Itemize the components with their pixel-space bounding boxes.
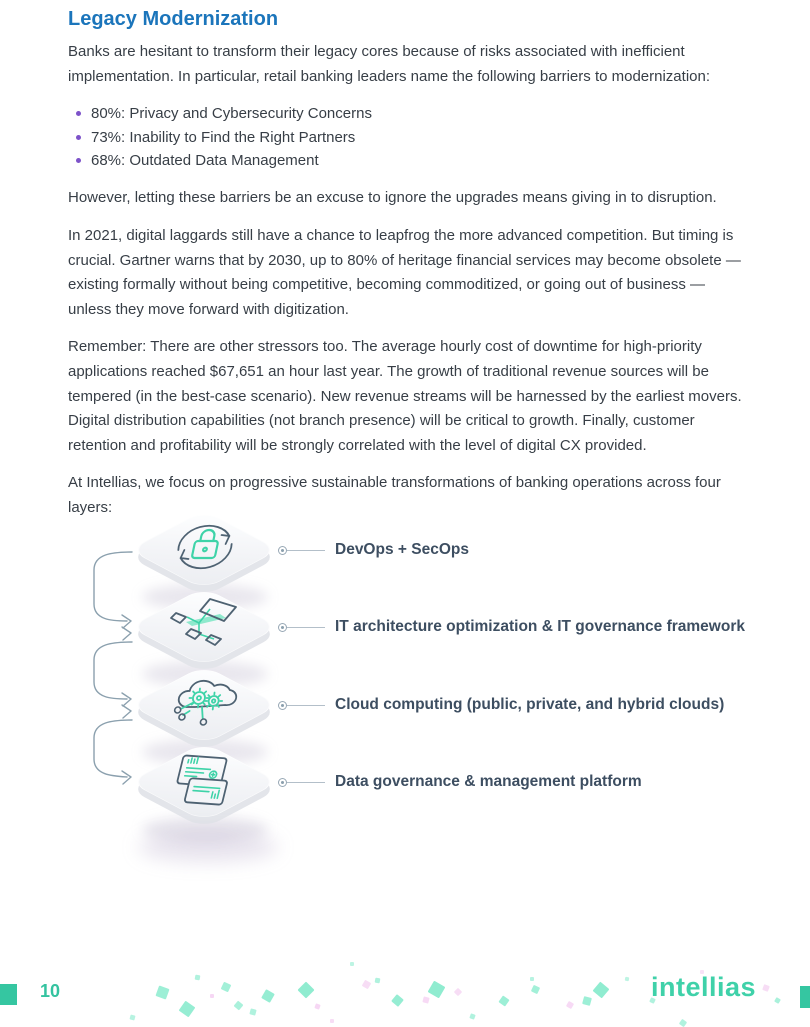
confetti-piece [261, 989, 275, 1003]
layer-callout [278, 618, 745, 636]
confetti-piece [155, 985, 169, 999]
connector-line [287, 782, 325, 783]
paragraph-intro: Banks are hesitant to transform their legacy cores because of risks associated with inefficient implementation. In particular, retail banking leaders name the following barriers to modernization: [68, 43, 711, 85]
bullet-dot [76, 135, 81, 140]
list-item [74, 102, 746, 125]
list-item [74, 126, 746, 149]
confetti-piece [582, 996, 592, 1006]
paragraph-stressors: Remember: There are other stressors too. The average hourly cost of downtime for high-priority applications reached $67,651 an hour last year. The growth of traditional revenue sources will be tempered (in the best-case scenario). New revenue streams will be harnessed by the earliest movers. Digital distribution capabilities (not branch presence) will be critical to growth. Finally, customer retention and profitability will be strongly correlated with the level of digital CX provided. [68, 338, 742, 454]
connector-line [287, 705, 325, 706]
connector-line [287, 627, 325, 628]
confetti-piece [350, 962, 354, 966]
bullet-dot [76, 158, 81, 163]
confetti-piece [249, 1008, 256, 1015]
bullet-text: 73%: Inability to Find the Right Partners [91, 128, 356, 146]
barriers-list [68, 102, 746, 172]
layer-label: IT architecture optimization & IT governance framework [335, 618, 745, 635]
confetti-piece [298, 982, 315, 999]
confetti-piece [375, 978, 381, 984]
connector-dot-icon [278, 778, 287, 787]
footer-accent-right [800, 986, 810, 1008]
stack-ground-shadow [138, 832, 278, 862]
layer-callout [278, 696, 724, 714]
confetti-piece [625, 977, 630, 982]
bullet-dot [76, 111, 81, 116]
footer-accent-left [0, 984, 17, 1005]
confetti-piece [129, 1014, 135, 1020]
confetti-piece [422, 996, 429, 1003]
confetti-piece [391, 994, 404, 1007]
page-title: Legacy Modernization [68, 8, 279, 30]
confetti-piece [234, 1001, 244, 1011]
bullet-text: 68%: Outdated Data Management [91, 152, 319, 169]
confetti-piece [362, 980, 372, 990]
confetti-piece [195, 975, 201, 981]
confetti-piece [210, 994, 214, 998]
confetti-piece [531, 985, 540, 994]
layer-callout [278, 541, 469, 559]
data-reports-icon [162, 746, 246, 810]
layer-label: Data governance & management platform [335, 773, 642, 790]
connector-line [287, 550, 325, 551]
layer-label: DevOps + SecOps [335, 541, 469, 558]
layer-callout [278, 773, 642, 791]
confetti-piece [530, 977, 534, 981]
layer-label: Cloud computing (public, private, and hybrid clouds) [335, 696, 725, 713]
list-item [74, 149, 746, 172]
confetti-piece [566, 1001, 574, 1009]
confetti-piece [428, 981, 446, 999]
confetti-piece [221, 982, 232, 993]
confetti-piece [498, 995, 509, 1006]
confetti-piece [762, 984, 770, 992]
paragraph-laggards: In 2021, digital laggards still have a chance to leapfrog the more advanced competition. But timing is crucial. Gartner warns that by 2030, up to 80% of heritage financial services may become obsolete — existing formally without being competitive, becoming commoditized, or going out of business — unless they move forward with digitization. [68, 227, 741, 318]
bullet-text: 80%: Privacy and Cybersecurity Concerns [91, 105, 372, 123]
confetti-piece [454, 988, 462, 996]
confetti-piece [330, 1019, 334, 1023]
intellias-logo: intellias [650, 972, 756, 1002]
confetti-piece [774, 997, 781, 1004]
confetti-piece [179, 1001, 196, 1018]
layer-tile-data-governance [104, 712, 304, 852]
layers-diagram [0, 480, 810, 880]
connector-dot-icon [278, 701, 287, 710]
paragraph-disruption: However, letting these barriers be an excuse to ignore the upgrades means giving in to disruption. [68, 189, 717, 207]
connector-dot-icon [278, 623, 287, 632]
content-area [68, 6, 746, 534]
page-number: 10 [40, 981, 61, 1001]
confetti-piece [679, 1019, 687, 1027]
confetti-piece [593, 982, 610, 999]
connector-dot-icon [278, 546, 287, 555]
confetti-piece [314, 1003, 320, 1009]
paragraph-layers-intro: At Intellias, we focus on progressive sustainable transformations of banking operations across four layers: [68, 474, 721, 516]
confetti-piece [469, 1013, 475, 1019]
